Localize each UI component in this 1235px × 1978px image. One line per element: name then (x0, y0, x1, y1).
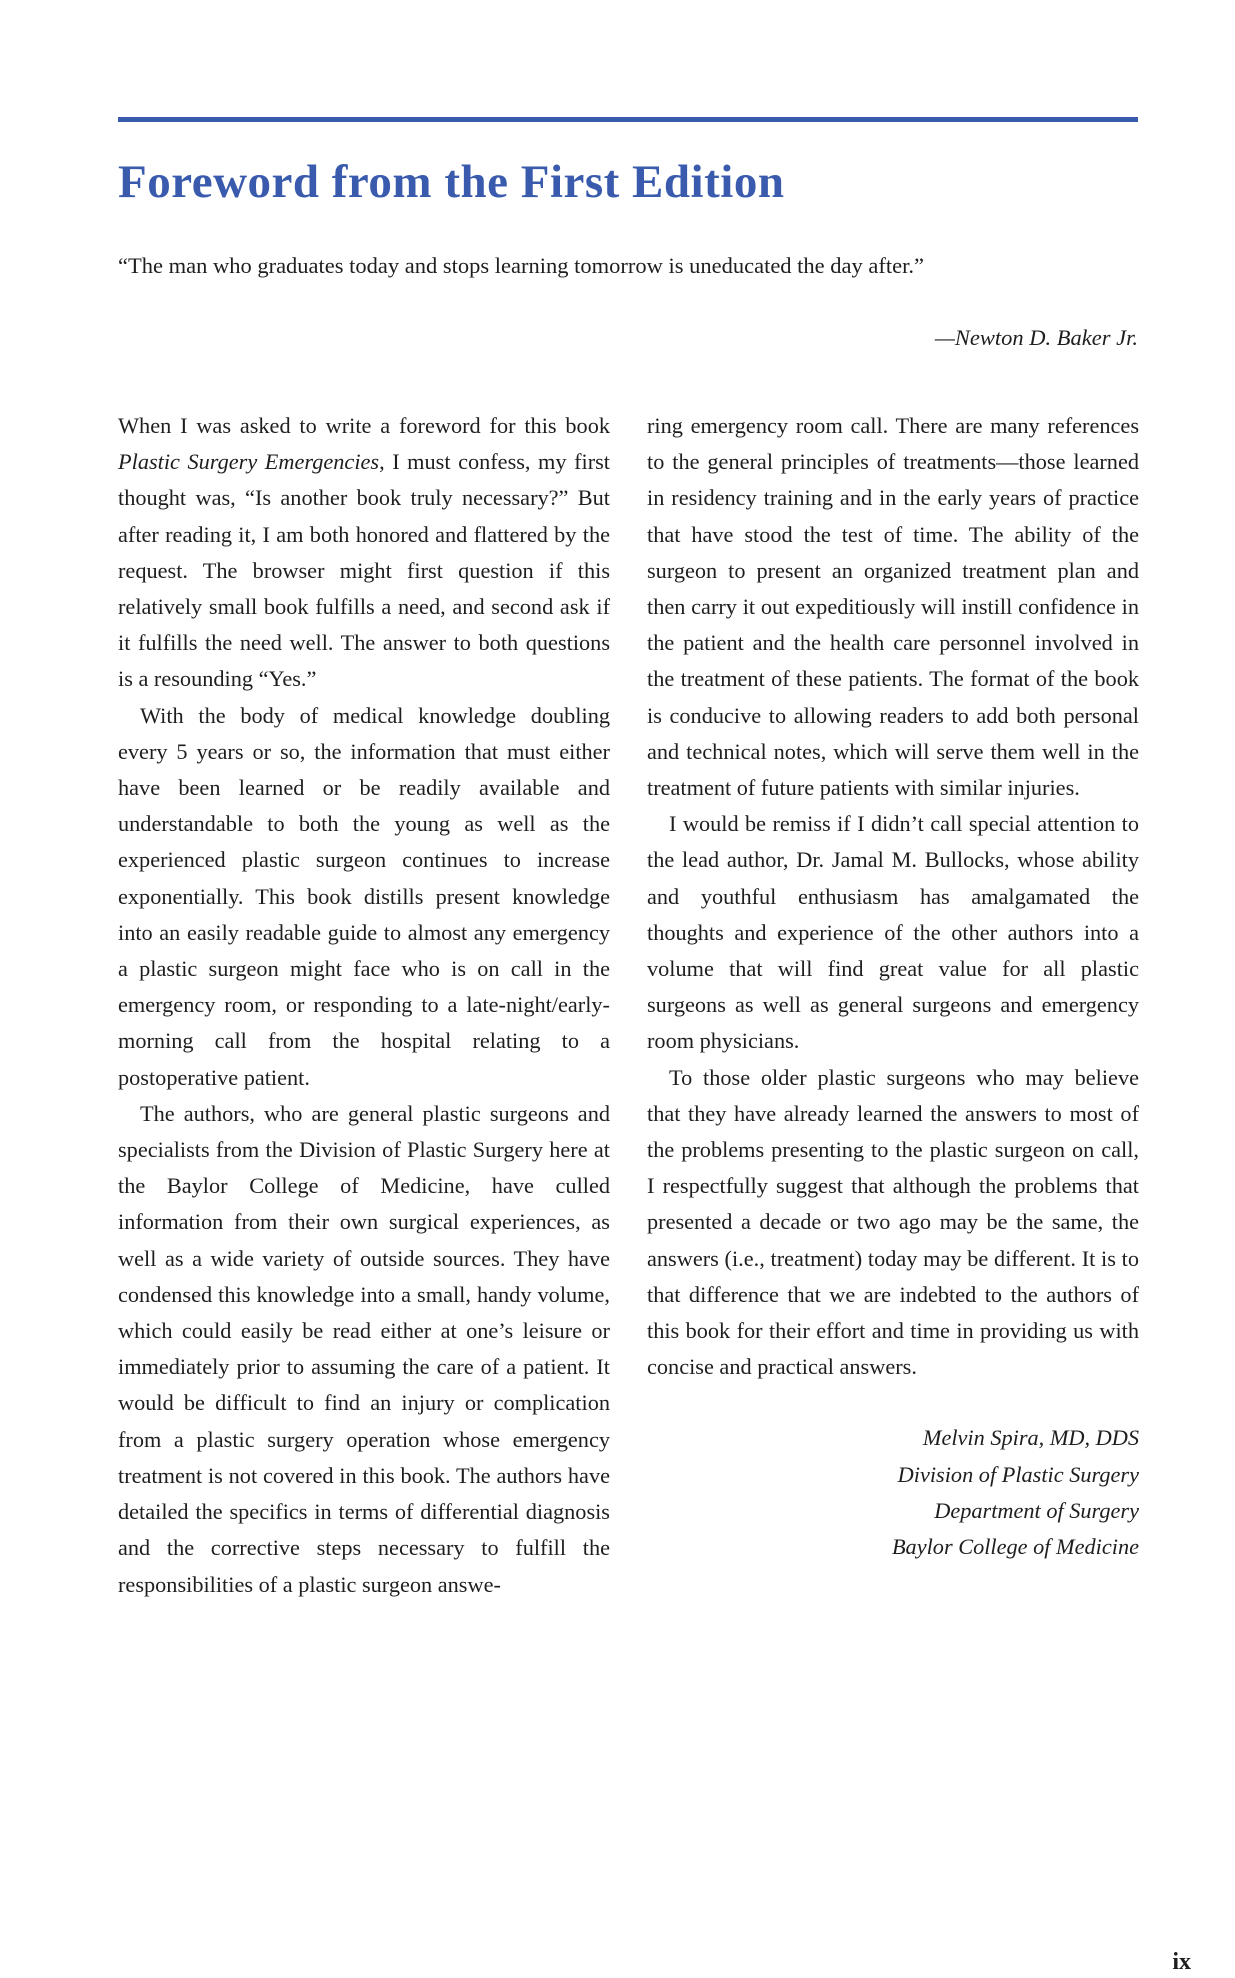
page-number: ix (1172, 1949, 1191, 1975)
paragraph-3-left: The authors, who are general plastic surgeons and specialists from the Division of Plastic Surgery here at the Baylor College of Medicine, have culled information from their own surgical experiences, as well as a wide variety of outside sources. They have condensed this knowledge into a small, handy volume, which could easily be read either at one’s leisure or immediately prior to assuming the care of a patient. It would be difficult to find an injury or complication from a plastic surgery operation whose emergency treatment is not covered in this book. The authors have detailed the specifics in terms of differential diagnosis and the corrective steps necessary to fulfill the responsibilities of a plastic surgeon answe- (118, 1100, 610, 1597)
epigraph-quote: “The man who graduates today and stops learning tomorrow is uneducated the day after.” (118, 253, 924, 278)
body-column-left (118, 408, 610, 1603)
signature-block (647, 1420, 1139, 1565)
paragraph-1 (118, 408, 610, 698)
paragraph-4: I would be remiss if I didn’t call special attention to the lead author, Dr. Jamal M. Bullocks, whose ability and youthful enthusiasm has amalgamated the thoughts and experience of the other authors into a volume that will find great value for all plastic surgeons as well as general surgeons and emergency room physicians. (647, 811, 1139, 1054)
paragraph-3-right: ring emergency room call. There are many references to the general principles of treatments—those learned in residency training and in the early years of practice that have stood the test of time. The ability of the surgeon to present an organized treatment plan and then carry it out expeditiously will instill confidence in the patient and the health care personnel involved in the treatment of these patients. The format of the book is conducive to allowing readers to add both personal and technical notes, which will serve them well in the treatment of future patients with similar injuries. (647, 413, 1139, 801)
signature-division: Division of Plastic Surgery (897, 1461, 1139, 1487)
signature-name: Melvin Spira, MD, DDS (922, 1425, 1139, 1451)
header-rule (118, 117, 1138, 122)
paragraph-2: With the body of medical knowledge doubling every 5 years or so, the information that must either have been learned or be readily available and understandable to both the young as well as the experienced plastic surgeon continues to increase exponentially. This book distills present knowledge into an easily readable guide to almost any emergency a plastic surgeon might face who is on call in the emergency room, or responding to a late-night/early-morning call from the hospital relating to a postoperative patient. (118, 702, 610, 1090)
book-title: Plastic Surgery Emergencies (118, 449, 380, 475)
paragraph-1-start: When I was asked to write a foreword for this book (118, 413, 610, 438)
signature-department: Department of Surgery (934, 1497, 1139, 1523)
signature-institution: Baylor College of Medicine (891, 1534, 1139, 1560)
epigraph-attribution: —Newton D. Baker Jr. (934, 325, 1138, 350)
page-title: Foreword from the First Edition (118, 156, 785, 208)
paragraph-5: To those older plastic surgeons who may believe that they have already learned the answers to most of the problems presenting to the plastic surgeon on call, I respectfully suggest that although the problems that presented a decade or two ago may be the same, the answers (i.e., treatment) today may be different. It is to that difference that we are indebted to the authors of this book for their effort and time in providing us with concise and practical answers. (647, 1064, 1139, 1380)
body-column-right (647, 408, 1139, 1565)
paragraph-1-end: , I must confess, my first thought was, “Is another book truly necessary?” But after reading it, I am both honored and flattered by the request. The browser might first question if this relatively small book fulfills a need, and second ask if it fulfills the need well. The answer to both questions is a resounding “Yes.” (118, 449, 610, 692)
